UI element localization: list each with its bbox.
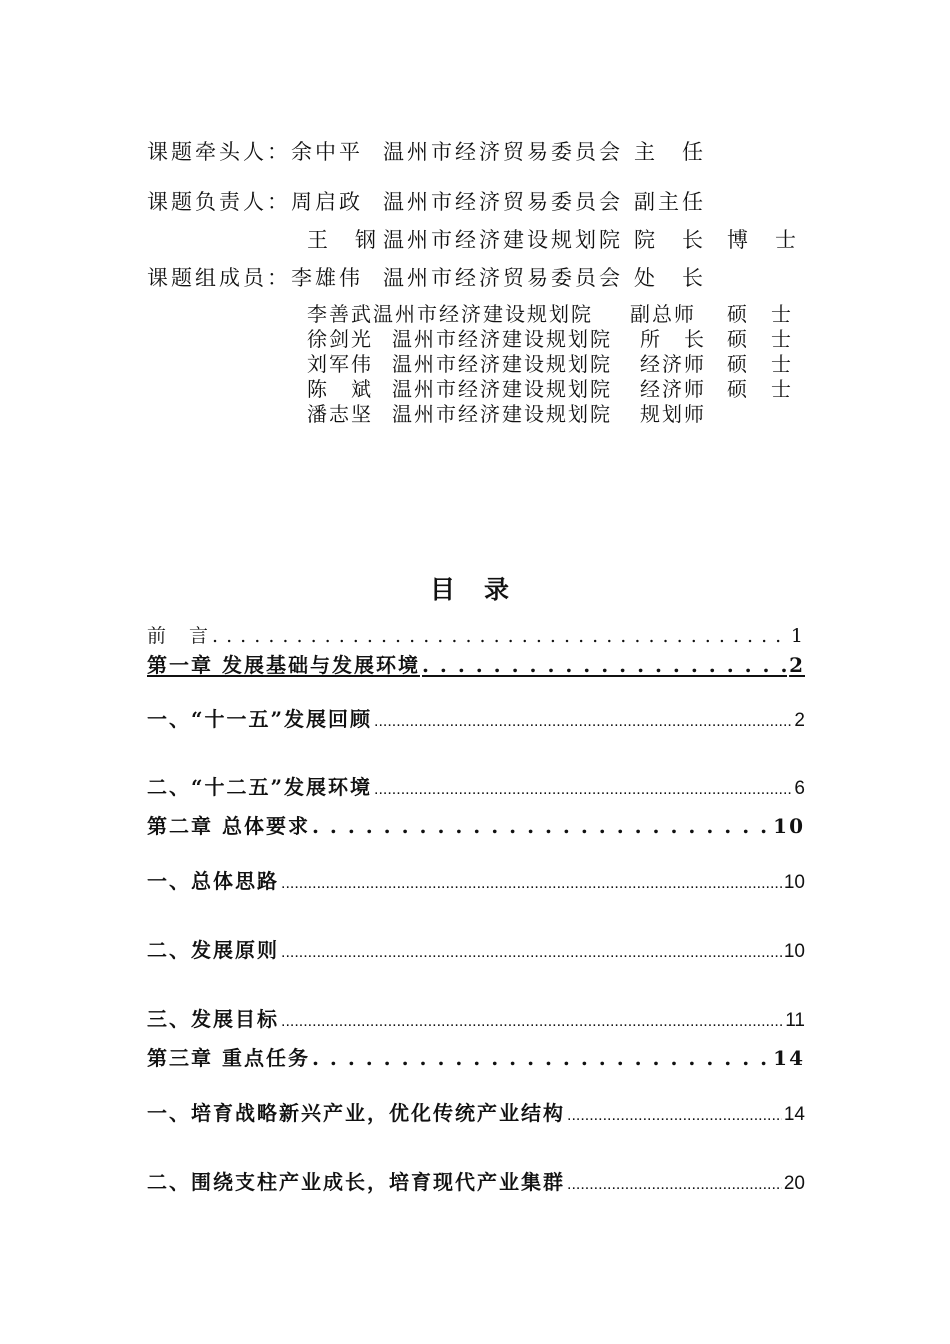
- toc-entry[interactable]: [147, 934, 805, 963]
- toc-label: 三、发展目标: [147, 1007, 279, 1031]
- degree: 硕 士: [727, 352, 793, 376]
- toc-leader: [212, 625, 789, 647]
- org-name: 温州市经济贸易委员会: [383, 140, 623, 164]
- toc-entry[interactable]: [147, 703, 805, 732]
- role-label: 课题组成员：: [147, 266, 291, 290]
- org-name: 温州市经济建设规划院: [383, 228, 623, 252]
- job-title: 经济师: [640, 377, 706, 401]
- toc-label: 一、培育战略新兴产业，优化传统产业结构: [147, 1101, 565, 1125]
- org-name: 温州市经济建设规划院: [392, 327, 612, 351]
- person-name: 刘军伟: [307, 352, 373, 376]
- toc-label: 二、发展原则: [147, 938, 279, 962]
- job-title: 经济师: [640, 352, 706, 376]
- org-name: 温州市经济建设规划院: [373, 302, 593, 326]
- person-name: 潘志坚: [307, 402, 373, 426]
- toc-label: 第一章 发展基础与发展环境: [147, 653, 420, 677]
- person-name: 徐剑光: [307, 327, 373, 351]
- toc-page: 1: [790, 625, 805, 647]
- toc-entry[interactable]: [147, 1097, 805, 1126]
- toc-label: 第二章 总体要求: [147, 814, 310, 838]
- toc-page: 14: [773, 1046, 805, 1070]
- toc-label: 二、“十二五”发展环境: [147, 775, 373, 799]
- team-leader-row: [147, 136, 363, 166]
- toc-title: 目 录: [430, 575, 512, 604]
- toc-page: 14: [783, 1104, 805, 1125]
- org-name: 温州市经济贸易委员会: [383, 190, 623, 214]
- org-name: 温州市经济贸易委员会: [383, 266, 623, 290]
- person-name: 余中平: [291, 140, 363, 164]
- toc-entry[interactable]: [147, 771, 805, 800]
- job-title: 主 任: [634, 140, 706, 164]
- org-name: 温州市经济建设规划院: [392, 352, 612, 376]
- toc-entry[interactable]: [147, 865, 805, 894]
- toc-entry[interactable]: [147, 649, 805, 678]
- toc-leader: [567, 1176, 782, 1194]
- toc-leader: [312, 814, 771, 838]
- person-name: 李雄伟: [291, 266, 363, 290]
- job-title: 院 长: [634, 228, 706, 252]
- toc-leader: [374, 781, 792, 799]
- person-name: 李善武: [307, 302, 373, 326]
- toc-leader: [281, 1013, 783, 1031]
- toc-page: 2: [794, 710, 805, 731]
- degree: 硕 士: [727, 327, 793, 351]
- toc-label: 前 言: [147, 625, 211, 647]
- job-title: 规划师: [640, 402, 706, 426]
- toc-leader: [281, 875, 782, 893]
- toc-page: 10: [783, 872, 805, 893]
- toc-page: 10: [783, 941, 805, 962]
- toc-entry[interactable]: [147, 1166, 805, 1195]
- toc-entry[interactable]: [147, 621, 805, 648]
- toc-label: 一、总体思路: [147, 869, 279, 893]
- toc-page: 2: [789, 653, 805, 677]
- toc-entry[interactable]: [147, 810, 805, 839]
- toc-leader: [281, 944, 782, 962]
- toc-label: 第三章 重点任务: [147, 1046, 310, 1070]
- job-title: 所 长: [640, 327, 706, 351]
- job-title: 副主任: [634, 190, 706, 214]
- toc-page: 6: [794, 778, 805, 799]
- toc-leader: [374, 713, 792, 731]
- toc-leader: [422, 653, 787, 677]
- toc-entry[interactable]: [147, 1003, 805, 1032]
- job-title: 处 长: [634, 266, 706, 290]
- toc-entry[interactable]: [147, 1042, 805, 1071]
- person-name: 王 钢: [307, 228, 379, 252]
- job-title: 副总师: [630, 302, 696, 326]
- toc-label: 二、围绕支柱产业成长，培育现代产业集群: [147, 1170, 565, 1194]
- toc-page: 11: [785, 1010, 805, 1031]
- toc-leader: [567, 1107, 782, 1125]
- team-members-row: [147, 262, 363, 292]
- toc-label: 一、“十一五”发展回顾: [147, 707, 373, 731]
- degree: 博 士: [727, 228, 799, 252]
- team-owner-row: [147, 186, 363, 216]
- person-name: 陈 斌: [307, 377, 373, 401]
- role-label: 课题牵头人：: [147, 140, 291, 164]
- org-name: 温州市经济建设规划院: [392, 402, 612, 426]
- degree: 硕 士: [727, 377, 793, 401]
- person-name: 周启政: [291, 190, 363, 214]
- toc-page: 20: [783, 1173, 805, 1194]
- role-label: 课题负责人：: [147, 190, 291, 214]
- degree: 硕 士: [727, 302, 793, 326]
- org-name: 温州市经济建设规划院: [392, 377, 612, 401]
- toc-page: 10: [773, 814, 805, 838]
- toc-leader: [312, 1046, 771, 1070]
